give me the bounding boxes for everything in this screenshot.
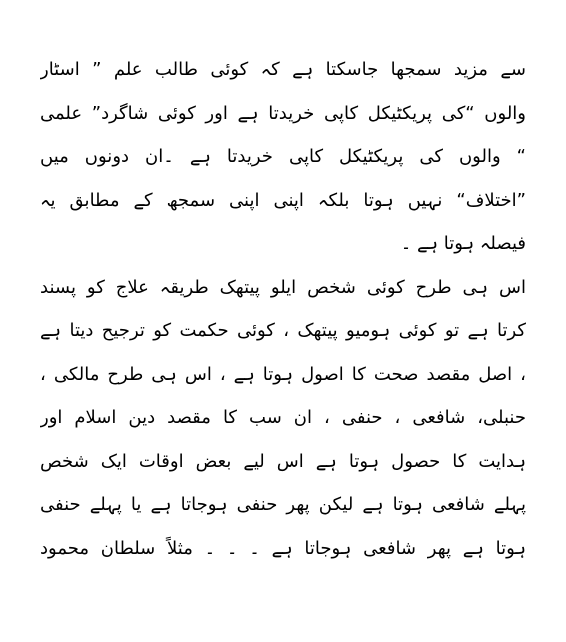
text-line: والوں “کی پریکٹیکل کاپی خریدتا ہے اور کوئی شاگرد” علمی (40, 102, 526, 124)
text-line: ، اصل مقصد صحت کا اصول ہوتا ہے ، اس ہی طرح مالکی ، (40, 363, 526, 385)
text-line: سے مزید سمجھا جاسکتا ہے کہ کوئی طالب علم ” اسٹار (40, 59, 526, 80)
text-line: ہدایت کا حصول ہوتا ہے اس لیے بعض اوقات ایک شخص (40, 450, 526, 472)
text-line: فیصلہ ہوتا ہے ۔ (400, 233, 526, 254)
text-line: پہلے شافعی ہوتا ہے لیکن پھر حنفی ہوجاتا ہے یا پہلے حنفی (40, 494, 526, 515)
text-line: ہوتا ہے پھر شافعی ہوجاتا ہے ۔ ۔ ۔ مثلاً سلطان محمود (40, 537, 526, 559)
text-line: کرتا ہے تو کوئی ہومیو پیتھک ، کوئی حکمت کو ترجیح دیتا ہے (40, 320, 526, 341)
text-line: ”اختلاف“ نہیں ہوتا بلکہ اپنی اپنی سمجھ کے مطابق یہ (40, 189, 526, 211)
text-line: حنبلی، شافعی ، حنفی ، ان سب کا مقصد دین اسلام اور (40, 407, 526, 428)
text-line: اس ہی طرح کوئی شخص ایلو پیتھک طریقہ علاج کو پسند (40, 276, 526, 298)
text-line: “ والوں کی پریکٹیکل کاپی خریدتا ہے ۔ان دونوں میں (40, 146, 526, 167)
document-text (40, 48, 526, 570)
